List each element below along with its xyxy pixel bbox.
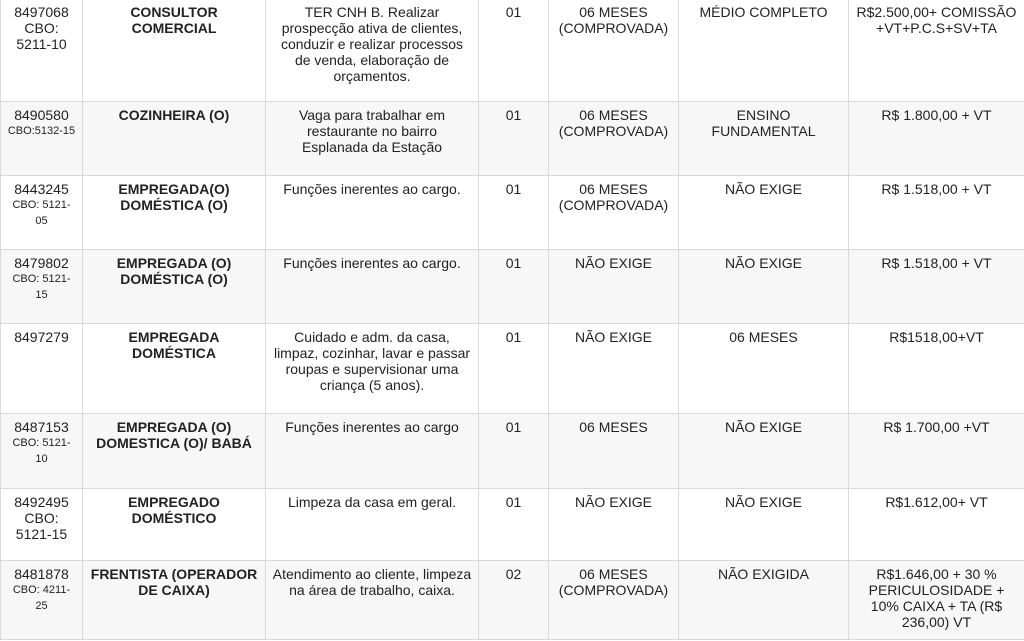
table-row bbox=[1, 250, 1024, 324]
job-vacancies: 01 bbox=[479, 324, 549, 414]
job-code: 8481878 bbox=[14, 566, 69, 582]
job-education: ENSINO FUNDAMENTAL bbox=[679, 102, 849, 176]
job-code: 8492495 bbox=[14, 494, 69, 510]
job-experience: NÃO EXIGE bbox=[549, 250, 679, 324]
job-description: TER CNH B. Realizar prospecção ativa de clientes, conduzir e realizar processos de venda, elaboração de orçamentos. bbox=[266, 0, 479, 102]
job-experience: 06 MESES (COMPROVADA) bbox=[549, 0, 679, 102]
job-vacancies: 01 bbox=[479, 414, 549, 489]
job-title: FRENTISTA (OPERADOR DE CAIXA) bbox=[83, 561, 266, 640]
cbo-code: CBO: 5121-05 bbox=[12, 199, 71, 227]
job-description: Limpeza da casa em geral. bbox=[266, 489, 479, 561]
job-salary: R$ 1.518,00 + VT bbox=[849, 176, 1024, 250]
table-row bbox=[1, 176, 1024, 250]
job-code: 8490580 bbox=[14, 107, 69, 123]
job-salary: R$ 1.518,00 + VT bbox=[849, 250, 1024, 324]
job-code-cell bbox=[1, 561, 83, 640]
job-code: 8497279 bbox=[14, 329, 69, 345]
job-experience: 06 MESES (COMPROVADA) bbox=[549, 102, 679, 176]
job-experience: 06 MESES (COMPROVADA) bbox=[549, 176, 679, 250]
job-title: EMPREGADO DOMÉSTICO bbox=[83, 489, 266, 561]
job-description: Funções inerentes ao cargo. bbox=[266, 250, 479, 324]
job-rows bbox=[1, 0, 1024, 640]
job-code-cell bbox=[1, 324, 83, 414]
job-title: EMPREGADA (O) DOMÉSTICA (O) bbox=[83, 250, 266, 324]
job-title: EMPREGADA DOMÉSTICA bbox=[83, 324, 266, 414]
job-title: COZINHEIRA (O) bbox=[83, 102, 266, 176]
job-vacancies: 01 bbox=[479, 102, 549, 176]
cbo-code: CBO: 5121-10 bbox=[12, 437, 71, 465]
job-description: Vaga para trabalhar em restaurante no bairro Esplanada da Estação bbox=[266, 102, 479, 176]
job-description: Funções inerentes ao cargo bbox=[266, 414, 479, 489]
cbo-code: CBO: 5121-15 bbox=[15, 510, 68, 542]
job-education: NÃO EXIGIDA bbox=[679, 561, 849, 640]
table-row bbox=[1, 561, 1024, 640]
table-row bbox=[1, 324, 1024, 414]
cbo-code: CBO: 4211-25 bbox=[12, 584, 71, 612]
job-title: EMPREGADA (O) DOMESTICA (O)/ BABÁ bbox=[83, 414, 266, 489]
job-salary: R$2.500,00+ COMISSÃO +VT+P.C.S+SV+TA bbox=[849, 0, 1024, 102]
job-salary: R$1.612,00+ VT bbox=[849, 489, 1024, 561]
job-education: NÃO EXIGE bbox=[679, 489, 849, 561]
job-education: MÉDIO COMPLETO bbox=[679, 0, 849, 102]
cbo-code: CBO: 5121-15 bbox=[12, 273, 71, 301]
job-vacancies: 02 bbox=[479, 561, 549, 640]
job-experience: 06 MESES bbox=[549, 414, 679, 489]
job-vacancies: 01 bbox=[479, 250, 549, 324]
job-code-cell bbox=[1, 0, 83, 102]
job-code: 8443245 bbox=[14, 181, 69, 197]
job-vacancies: 01 bbox=[479, 176, 549, 250]
job-title: CONSULTOR COMERCIAL bbox=[83, 0, 266, 102]
job-education: NÃO EXIGE bbox=[679, 250, 849, 324]
job-code-cell bbox=[1, 489, 83, 561]
cbo-code: CBO:5132-15 bbox=[7, 125, 76, 137]
job-salary: R$1.646,00 + 30 % PERICULOSIDADE + 10% CAIXA + TA (R$ 236,00) VT bbox=[849, 561, 1024, 640]
job-salary: R$ 1.700,00 +VT bbox=[849, 414, 1024, 489]
table-row bbox=[1, 102, 1024, 176]
job-description: Cuidado e adm. da casa, limpaz, cozinhar, lavar e passar roupas e supervisionar uma criança (5 anos). bbox=[266, 324, 479, 414]
job-description: Atendimento ao cliente, limpeza na área de trabalho, caixa. bbox=[266, 561, 479, 640]
job-code-cell bbox=[1, 176, 83, 250]
job-code: 8497068 bbox=[14, 4, 69, 20]
job-education: NÃO EXIGE bbox=[679, 414, 849, 489]
job-code: 8487153 bbox=[14, 419, 69, 435]
job-education: 06 MESES bbox=[679, 324, 849, 414]
job-code-cell bbox=[1, 102, 83, 176]
job-experience: 06 MESES (COMPROVADA) bbox=[549, 561, 679, 640]
job-title: EMPREGADA(O) DOMÉSTICA (O) bbox=[83, 176, 266, 250]
job-education: NÃO EXIGE bbox=[679, 176, 849, 250]
table-row bbox=[1, 489, 1024, 561]
cbo-code: CBO: 5211-10 bbox=[16, 20, 67, 52]
job-vacancies: 01 bbox=[479, 0, 549, 102]
table-row bbox=[1, 414, 1024, 489]
job-vacancies: 01 bbox=[479, 489, 549, 561]
table-row bbox=[1, 0, 1024, 102]
job-salary: R$1518,00+VT bbox=[849, 324, 1024, 414]
job-code: 8479802 bbox=[14, 255, 69, 271]
job-code-cell bbox=[1, 414, 83, 489]
job-experience: NÃO EXIGE bbox=[549, 324, 679, 414]
job-salary: R$ 1.800,00 + VT bbox=[849, 102, 1024, 176]
job-experience: NÃO EXIGE bbox=[549, 489, 679, 561]
job-code-cell bbox=[1, 250, 83, 324]
job-description: Funções inerentes ao cargo. bbox=[266, 176, 479, 250]
